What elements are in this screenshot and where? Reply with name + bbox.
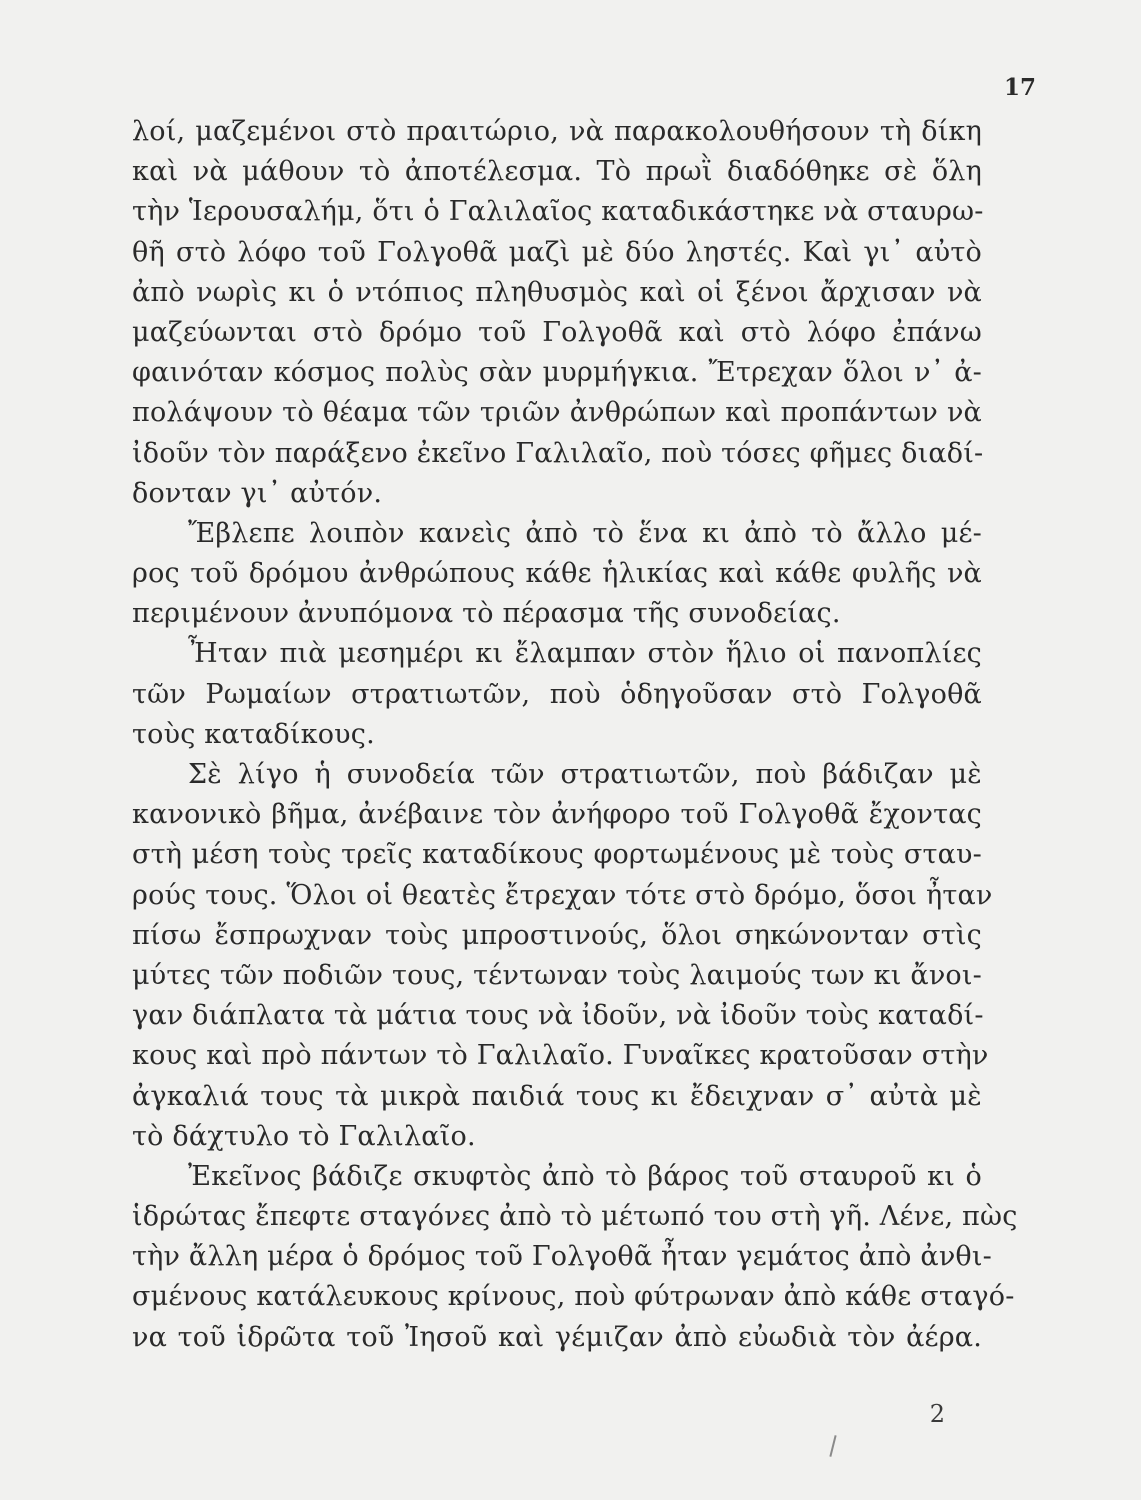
text-line: σμένους κατάλευκους κρίνους, ποὺ φύτρωναν ἀπὸ κάθε σταγό-: [132, 1281, 1015, 1313]
text-line: ρούς τους. Ὅλοι οἱ θεατὲς ἔτρεχαν τότε στὸ δρόμο, ὅσοι ἦταν: [132, 879, 993, 911]
paragraph-start-line: Ἦταν πιὰ μεσημέρι κι ἔλαμπαν στὸν ἥλιο οἱ πανοπλίες: [188, 638, 982, 670]
text-line: πολάψουν τὸ θέαμα τῶν τριῶν ἀνθρώπων καὶ προπάντων νὰ: [132, 397, 982, 429]
text-line: λοί, μαζεμένοι στὸ πραιτώριο, νὰ παρακολουθήσουν τὴ δίκη: [132, 116, 982, 147]
stray-mark: [829, 1435, 836, 1457]
paragraph-start-line: Σὲ λίγο ἡ συνοδεία τῶν στρατιωτῶν, ποὺ βάδιζαν μὲ: [188, 759, 982, 790]
page-number: 17: [1003, 74, 1036, 101]
text-line: τὴν Ἱερουσαλήμ, ὅτι ὁ Γαλιλαῖος καταδικάστηκε νὰ σταυρω-: [132, 196, 984, 228]
text-line: περιμένουν ἀνυπόμονα τὸ πέρασμα τῆς συνοδείας.: [132, 598, 841, 630]
text-line: τῶν Ρωμαίων στρατιωτῶν, ποὺ ὁδηγοῦσαν στὸ Γολγοθᾶ: [132, 678, 982, 710]
text-line: πίσω ἔσπρωχναν τοὺς μπροστινούς, ὅλοι σηκώνονταν στὶς: [132, 919, 982, 951]
text-line: δονταν γι᾽ αὐτόν.: [132, 477, 383, 509]
text-line: θῆ στὸ λόφο τοῦ Γολγοθᾶ μαζὶ μὲ δύο ληστές. Καὶ γι᾽ αὐτὸ: [132, 236, 982, 268]
text-line: ἀγκαλιά τους τὰ μικρὰ παιδιά τους κι ἔδειχναν σ᾽ αὐτὰ μὲ: [132, 1080, 982, 1112]
text-line: τοὺς καταδίκους.: [132, 718, 375, 750]
text-line: τὴν ἄλλη μέρα ὁ δρόμος τοῦ Γολγοθᾶ ἦταν γεμάτος ἀπὸ ἀνθι-: [132, 1241, 993, 1273]
paragraph-start-line: Ἔβλεπε λοιπὸν κανεὶς ἀπὸ τὸ ἕνα κι ἀπὸ τὸ ἄλλο μέ-: [188, 517, 982, 549]
text-line: ἀπὸ νωρὶς κι ὁ ντόπιος πληθυσμὸς καὶ οἱ ξένοι ἄρχισαν νὰ: [132, 276, 982, 308]
text-line: μαζεύωνται στὸ δρόμο τοῦ Γολγοθᾶ καὶ στὸ λόφο ἐπάνω: [132, 316, 982, 348]
signature-mark: 2: [929, 1400, 945, 1428]
text-line: να τοῦ ἱδρῶτα τοῦ Ἰησοῦ καὶ γέμιζαν ἀπὸ εὐωδιὰ τὸν ἀέρα.: [132, 1321, 982, 1353]
body-text: [132, 112, 1018, 1358]
text-line: ἱδρώτας ἔπεφτε σταγόνες ἀπὸ τὸ μέτωπό του στὴ γῆ. Λένε, πὼς: [132, 1201, 1018, 1233]
text-line: κους καὶ πρὸ πάντων τὸ Γαλιλαῖο. Γυναῖκες κρατοῦσαν στὴν: [132, 1040, 989, 1072]
text-line: στὴ μέση τοὺς τρεῖς καταδίκους φορτωμένους μὲ τοὺς σταυ-: [132, 839, 982, 871]
text-line: γαν διάπλατα τὰ μάτια τους νὰ ἰδοῦν, νὰ ἰδοῦν τοὺς καταδί-: [132, 1000, 984, 1032]
text-line: φαινόταν κόσμος πολὺς σὰν μυρμήγκια. Ἔτρεχαν ὅλοι ν᾽ ἀ-: [132, 357, 982, 389]
text-line: τὸ δάχτυλο τὸ Γαλιλαῖο.: [132, 1120, 476, 1152]
paragraph-start-line: Ἐκεῖνος βάδιζε σκυφτὸς ἀπὸ τὸ βάρος τοῦ σταυροῦ κι ὁ: [188, 1160, 982, 1192]
text-line: κανονικὸ βῆμα, ἀνέβαινε τὸν ἀνήφορο τοῦ Γολγοθᾶ ἔχοντας: [132, 799, 982, 831]
text-line: ρος τοῦ δρόμου ἀνθρώπους κάθε ἡλικίας καὶ κάθε φυλῆς νὰ: [132, 558, 982, 590]
text-line: ἰδοῦν τὸν παράξενο ἐκεῖνο Γαλιλαῖο, ποὺ τόσες φῆμες διαδί-: [132, 437, 984, 469]
text-line: καὶ νὰ μάθουν τὸ ἀποτέλεσμα. Τὸ πρωῒ διαδόθηκε σὲ ὅλη: [132, 156, 982, 188]
text-line: μύτες τῶν ποδιῶν τους, τέντωναν τοὺς λαιμούς των κι ἄνοι-: [132, 959, 982, 991]
